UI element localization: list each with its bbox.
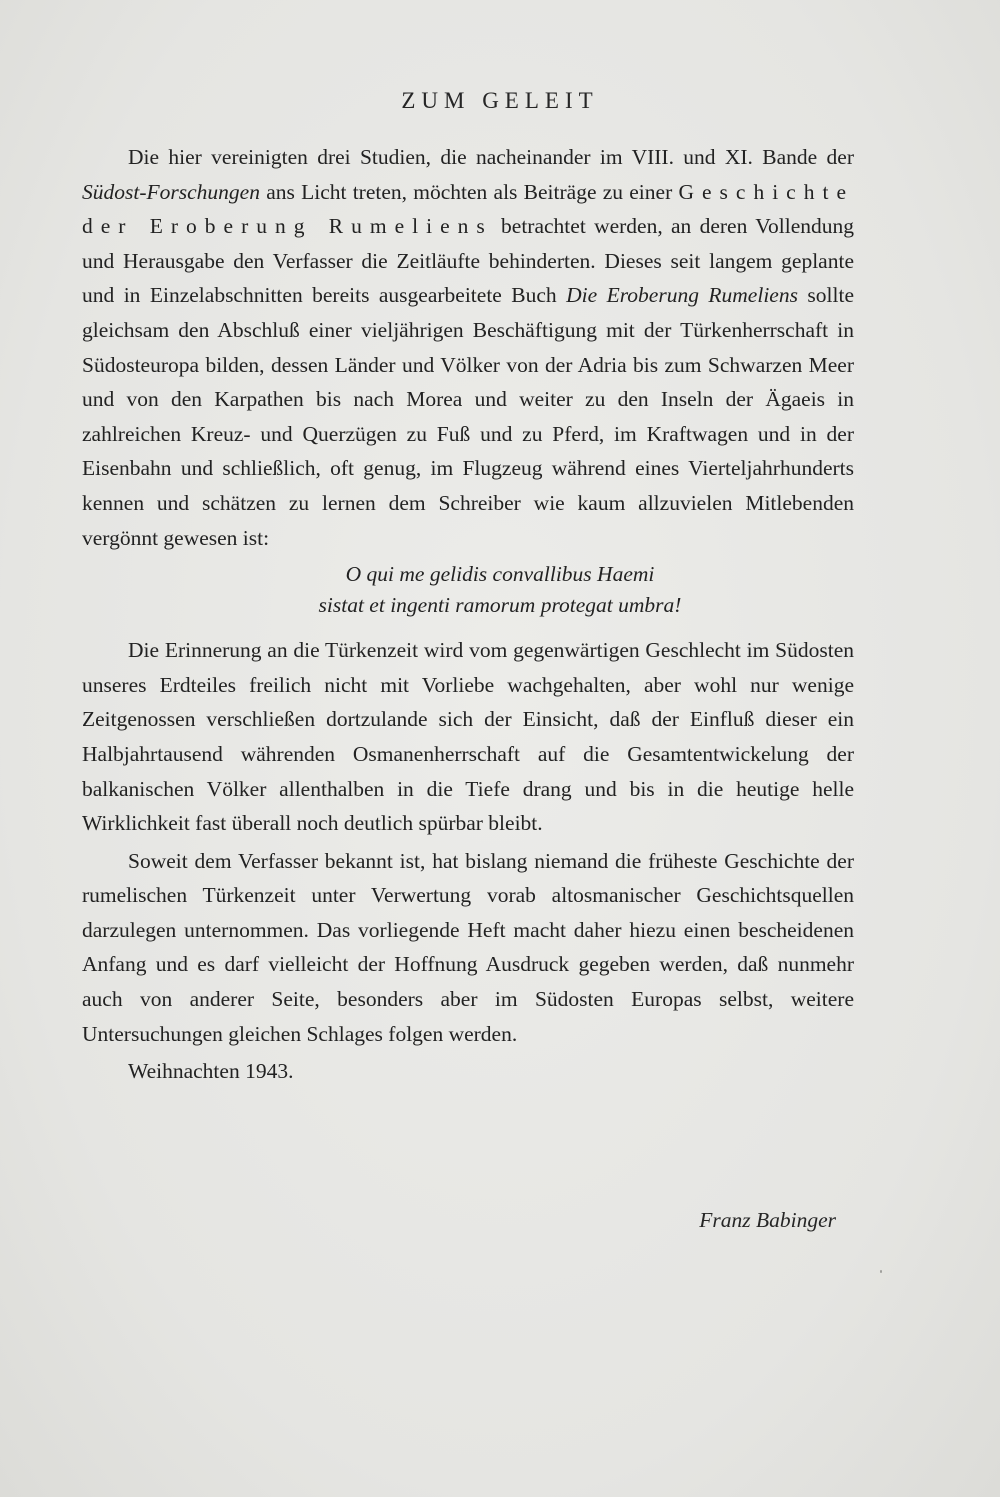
book-title: Die Eroberung Rumeliens — [566, 283, 798, 308]
date-line: Weihnachten 1943. — [128, 1059, 294, 1084]
spaced-book-title: Geschichte der Eroberung Rumeliens — [82, 179, 854, 239]
paragraph-3: Soweit dem Verfasser bekannt ist, hat bislang niemand die früheste Geschichte der rumelischen Türkenzeit unter Verwertung vorab altosmanischer Geschichtsquellen darzulegen unternommen. Das vorliegende Heft macht daher hiezu einen bescheidenen Anfang und es darf vielleicht der Hoffnung Ausdruck gegeben werden, daß nunmehr auch von anderer Seite, besonders aber im Südosten Europas selbst, weitere Untersuchungen gleichen Schlages folgen werden. — [82, 848, 854, 1046]
paragraph-2: Die Erinnerung an die Türkenzeit wird vom gegenwärtigen Geschlecht im Südosten unseres Erdteiles freilich nicht mit Vorliebe wachgehalten, aber wohl nur wenige Zeitgenossen verschließen dortzulande sich der Einsicht, daß der Einfluß dieser ein Halbjahrtausend währenden Osmanenherrschaft auf die Gesamtentwickelung der balkanischen Völker allenthalben in die Tiefe drang und bis in die heutige helle Wirklichkeit fast überall noch deutlich spürbar bleibt. — [82, 638, 854, 836]
paragraph-1-text-a: Die hier vereinigten drei Studien, die nacheinander im VIII. und XI. Bande der — [128, 145, 854, 169]
latin-verse — [82, 559, 854, 621]
journal-title: Südost-Forschungen — [82, 179, 260, 204]
paragraph-1-text-d: sollte gleichsam den Abschluß einer vieljährigen Beschäftigung mit der Türkenherrschaft in Südosteuropa bilden, dessen Länder und Völker von der Adria bis zum Schwarzen Meer und von den Karpathen bis nach Morea und weiter zu den Inseln der Ägaeis in zahlreichen Kreuz- und Querzügen zu Fuß und zu Pferd, im Kraftwagen und in der Eisenbahn und schließlich, oft genug, im Flugzeug während eines Vierteljahrhunderts kennen und schätzen zu lernen dem Schreiber wie kaum allzuvielen Mitlebenden vergönnt gewesen ist: — [82, 283, 854, 550]
author-signature: Franz Babinger — [699, 1208, 836, 1232]
paragraph-1-text-b: ans Licht treten, möchten als Beiträge zu einer — [259, 179, 679, 204]
verse-line-1: O qui me gelidis convallibus Haemi — [345, 562, 655, 587]
page-body — [82, 140, 854, 1089]
page-title: ZUM GELEIT — [401, 88, 599, 113]
verse-line-2: sistat et ingenti ramorum protegat umbra! — [318, 593, 682, 618]
paragraph-1-text-c: betrachtet werden, an deren Vollendung und Herausgabe den Verfasser die Zeitläufte behinderten. Dieses seit langem geplante und in Einzelabschnitten bereits ausgearbeitete Buch — [82, 214, 854, 308]
paper-speck — [880, 1270, 882, 1273]
paragraph-1 — [82, 140, 854, 555]
